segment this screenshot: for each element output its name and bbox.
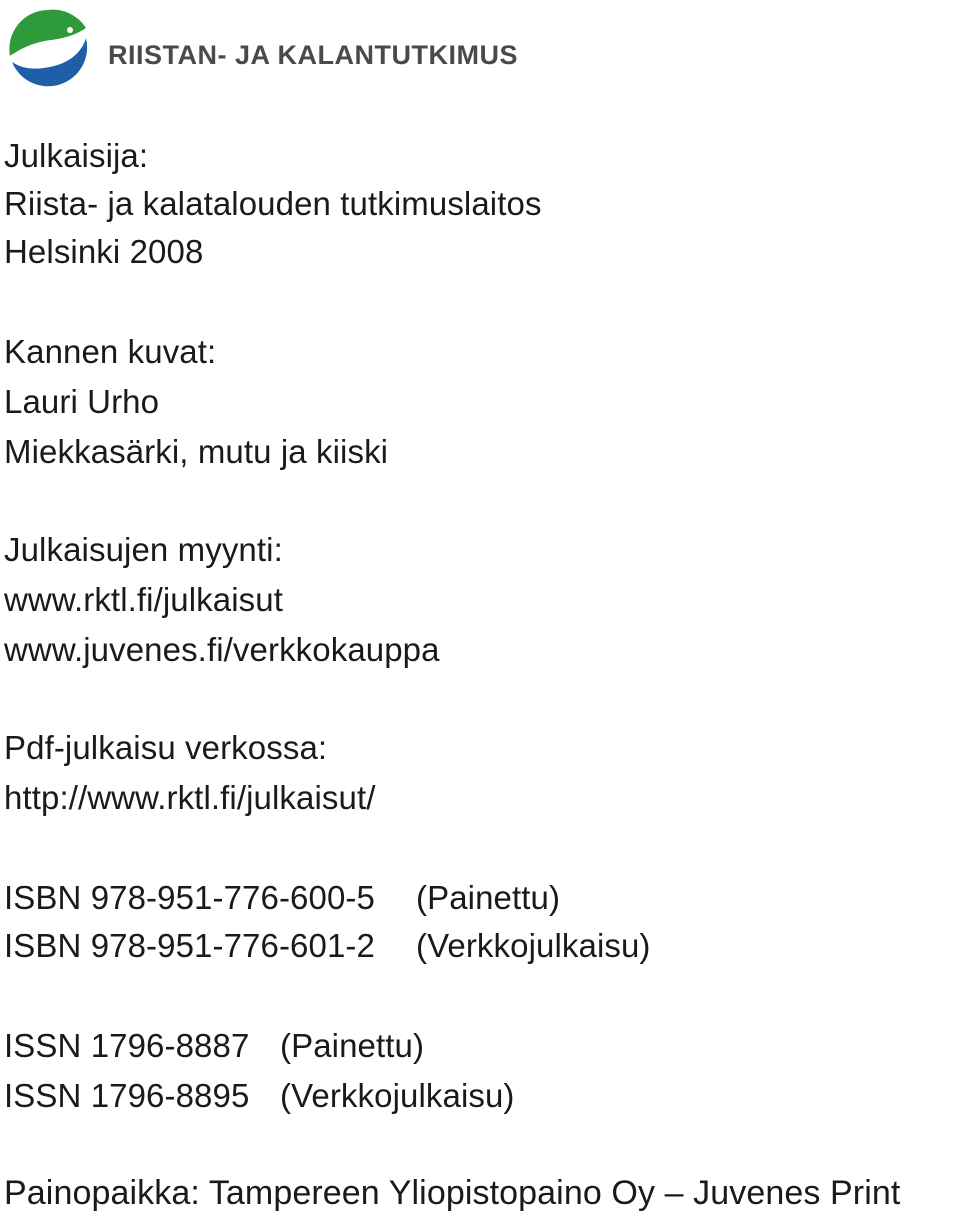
issn-row xyxy=(4,1076,515,1116)
publisher-place-year: Helsinki 2008 xyxy=(4,233,204,270)
logo-text: RIISTAN- JA KALANTUTKIMUS xyxy=(108,40,518,70)
logo-emblem-icon xyxy=(8,9,88,89)
isbn-row xyxy=(4,878,561,918)
issn-code: ISSN 1796-8895 xyxy=(4,1077,250,1114)
issn-type: (Verkkojulkaisu) xyxy=(280,1077,515,1114)
isbn-code: ISBN 978-951-776-601-2 xyxy=(4,927,375,964)
issn-row xyxy=(4,1026,425,1066)
printer-line: Painopaikka: Tampereen Yliopistopaino Oy – Juvenes Print xyxy=(4,1174,901,1212)
isbn-code: ISBN 978-951-776-600-5 xyxy=(4,879,375,916)
cover-photographer: Lauri Urho xyxy=(4,383,160,420)
issn-type: (Painettu) xyxy=(280,1027,425,1064)
isbn-row xyxy=(4,926,651,966)
isbn-type: (Painettu) xyxy=(416,879,561,916)
sales-link-juvenes[interactable]: www.juvenes.fi/verkkokauppa xyxy=(4,631,440,668)
rktl-logo xyxy=(4,8,564,90)
issn-code: ISSN 1796-8887 xyxy=(4,1027,250,1064)
sales-label: Julkaisujen myynti: xyxy=(4,531,283,568)
pdf-label: Pdf-julkaisu verkossa: xyxy=(4,729,328,766)
pdf-link[interactable]: http://www.rktl.fi/julkaisut/ xyxy=(4,779,376,816)
publisher-label: Julkaisija: xyxy=(4,137,149,174)
isbn-type: (Verkkojulkaisu) xyxy=(416,927,651,964)
sales-link-rktl[interactable]: www.rktl.fi/julkaisut xyxy=(4,581,283,618)
cover-label: Kannen kuvat: xyxy=(4,333,217,370)
publisher-name: Riista- ja kalatalouden tutkimuslaitos xyxy=(4,185,542,222)
cover-subjects: Miekkasärki, mutu ja kiiski xyxy=(4,433,389,470)
